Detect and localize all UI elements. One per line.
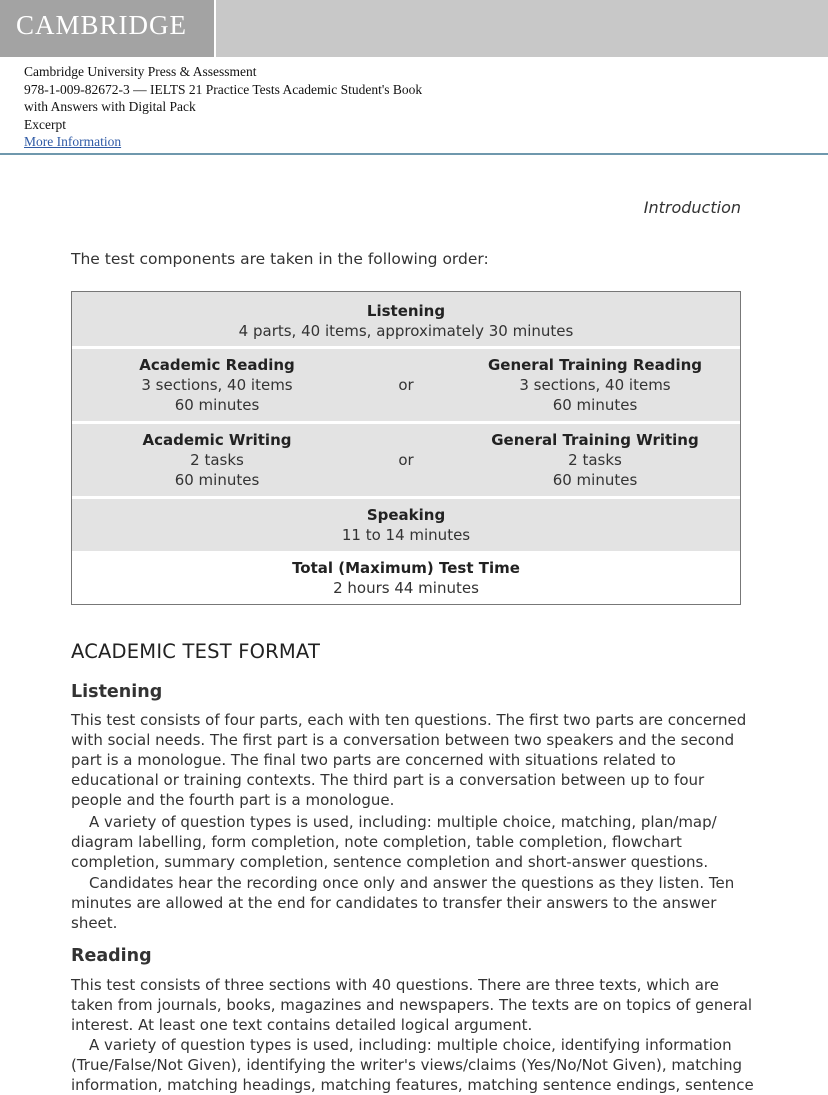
listening-detail: 4 parts, 40 items, approximately 30 minutes	[238, 322, 574, 340]
excerpt-line: Excerpt	[24, 116, 66, 132]
listening-paragraph-1	[71, 710, 747, 810]
text-line: minutes are allowed at the end for candidates to transfer their answers to the answer	[71, 894, 717, 912]
title-continuation-line: with Answers with Digital Pack	[24, 99, 196, 114]
academic-reading-items: 3 sections, 40 items	[141, 376, 293, 394]
text-line: (True/False/Not Given), identifying the writer's views/claims (Yes/No/Not Given), matching	[71, 1056, 743, 1074]
speaking-row	[72, 499, 740, 551]
reading-heading: Reading	[71, 946, 152, 966]
listening-paragraph-3	[71, 873, 735, 933]
speaking-detail: 11 to 14 minutes	[341, 526, 471, 544]
text-line: taken from journals, books, magazines and newspapers. The texts are on topics of general	[71, 996, 753, 1014]
cambridge-logo: CAMBRIDGE	[16, 10, 188, 40]
academic-reading-time: 60 minutes	[174, 396, 260, 414]
academic-writing-cell	[72, 430, 362, 490]
more-information-link[interactable]: More Information	[24, 134, 122, 149]
order-intro-text: The test components are taken in the following order:	[71, 250, 489, 268]
text-line: with social needs. The first part is a conversation between two speakers and the second	[71, 731, 735, 749]
reading-paragraph-2	[71, 1035, 754, 1095]
brand-box	[0, 0, 216, 57]
text-line: A variety of question types is used, including: multiple choice, matching, plan/map/	[89, 813, 717, 831]
total-time-title: Total (Maximum) Test Time	[292, 559, 520, 577]
text-line: people and the fourth part is a monologue.	[71, 791, 395, 809]
text-line: diagram labelling, form completion, note completion, table completion, flowchart	[71, 833, 682, 851]
general-writing-title: General Training Writing	[491, 431, 699, 449]
text-line: information, matching headings, matching features, matching sentence endings, sentence	[71, 1076, 754, 1094]
academic-test-format-heading: ACADEMIC TEST FORMAT	[71, 640, 321, 663]
publisher-header-bar	[0, 0, 828, 57]
academic-writing-title: Academic Writing	[142, 431, 292, 449]
academic-writing-tasks: 2 tasks	[190, 451, 244, 469]
reading-or-label: or	[398, 376, 414, 394]
general-writing-tasks: 2 tasks	[568, 451, 622, 469]
total-time-detail: 2 hours 44 minutes	[333, 579, 479, 597]
general-reading-cell	[450, 355, 740, 415]
listening-row	[72, 292, 740, 346]
general-reading-title: General Training Reading	[487, 356, 703, 374]
isbn-title-line: 978-1-009-82672-3 — IELTS 21 Practice Tests Academic Student's Book	[24, 81, 423, 97]
text-line: sheet.	[71, 914, 118, 932]
test-components-table	[71, 291, 741, 605]
listening-heading: Listening	[71, 682, 163, 702]
publisher-line: Cambridge University Press & Assessment	[24, 64, 257, 79]
reading-paragraph-1	[71, 975, 753, 1035]
listening-title: Listening	[366, 302, 446, 320]
academic-writing-time: 60 minutes	[174, 471, 260, 489]
general-writing-time: 60 minutes	[552, 471, 638, 489]
text-line: interest. At least one text contains detailed logical argument.	[71, 1016, 533, 1034]
running-head: Introduction	[643, 198, 741, 217]
speaking-title: Speaking	[366, 506, 446, 524]
text-line: A variety of question types is used, including: multiple choice, identifying information	[89, 1036, 732, 1054]
text-line: This test consists of four parts, each with ten questions. The first two parts are concerned	[71, 711, 747, 729]
text-line: This test consists of three sections with 40 questions. There are three texts, which are	[71, 976, 719, 994]
writing-or-label: or	[398, 451, 414, 469]
general-reading-items: 3 sections, 40 items	[519, 376, 671, 394]
general-writing-cell	[450, 430, 740, 490]
general-reading-time: 60 minutes	[552, 396, 638, 414]
academic-reading-title: Academic Reading	[139, 356, 295, 374]
writing-row	[72, 424, 740, 496]
text-line: Candidates hear the recording once only and answer the questions as they listen. Ten	[89, 874, 735, 892]
book-metadata	[24, 63, 422, 151]
academic-reading-cell	[72, 355, 362, 415]
reading-row	[72, 349, 740, 421]
text-line: completion, summary completion, sentence completion and short-answer questions.	[71, 853, 709, 871]
listening-paragraph-2	[71, 812, 731, 872]
text-line: part is a monologue. The final two parts are concerned with situations related to	[71, 751, 676, 769]
text-line: educational or training contexts. The third part is a conversation between up to four	[71, 771, 705, 789]
header-divider	[0, 153, 828, 155]
total-time-row	[72, 554, 740, 604]
